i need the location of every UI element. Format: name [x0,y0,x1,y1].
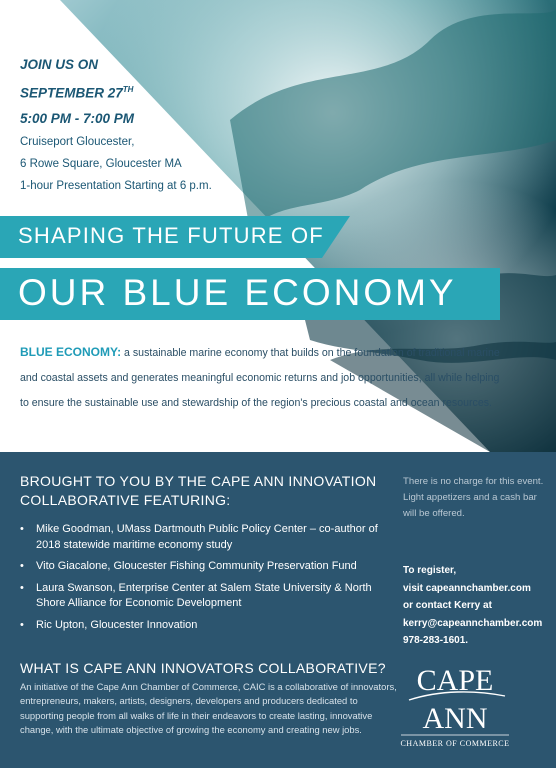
blue-economy-definition [20,340,500,416]
definition-text: a sustainable marine economy that builds on the foundation of traditional marine and coastal assets and generates meaningful economic returns and job opportunities, all while helping to ensure the sustainable use and stewardship of the region's precious coastal and ocean resources. [20,347,500,409]
date-suffix: TH [122,85,134,94]
event-venue: Cruiseport Gloucester, [20,135,135,148]
speaker-item [20,559,390,575]
register-line3: or contact Kerry at [403,600,492,611]
event-presentation: 1-hour Presentation Starting at 6 p.m. [20,179,212,192]
logo-word-ann: ANN [422,702,488,735]
event-address: 6 Rowe Square, Gloucester MA [20,157,182,170]
event-date [20,77,212,106]
brought-by-heading [20,472,390,510]
speaker-text: Mike Goodman, UMass Dartmouth Public Policy Center – co-author of 2018 statewide maritime economy study [36,523,378,551]
brought-by-line1: BROUGHT TO YOU BY THE CAPE ANN INNOVATION [20,473,377,489]
event-date-text: SEPTEMBER 27 [20,85,123,101]
register-website-link[interactable]: visit capeannchamber.com [403,582,531,594]
caic-heading: WHAT IS CAPE ANN INNOVATORS COLLABORATIVE? [20,660,386,676]
register-info [403,562,553,650]
speaker-item [20,522,390,553]
brought-by-line2: COLLABORATIVE FEATURING: [20,492,231,508]
headline-line1: SHAPING THE FUTURE OF [18,223,324,248]
register-email-link[interactable]: kerry@capeannchamber.com [403,617,543,629]
bullet-icon: • [20,618,24,631]
bullet-icon: • [20,560,24,572]
no-charge-note: There is no charge for this event. Light appetizers and a cash bar will be offered. [403,476,544,519]
speaker-text: Vito Giacalone, Gloucester Fishing Community Preservation Fund [36,560,357,572]
speaker-item [20,581,390,612]
definition-term: BLUE ECONOMY: [20,345,122,359]
bullet-icon: • [20,523,24,535]
speaker-text: Ric Upton, Gloucester Innovation [36,618,198,631]
speaker-text: Laura Swanson, Enterprise Center at Salem State University & North Shore Alliance for Economic Development [36,581,372,609]
speaker-item [20,618,390,634]
event-time: 5:00 PM - 7:00 PM [20,110,135,126]
speaker-list [20,522,390,639]
logo-tagline: CHAMBER OF COMMERCE [400,739,510,748]
cape-ann-chamber-logo [395,660,515,752]
join-label: JOIN US ON [20,57,99,72]
logo-word-cape: CAPE [416,664,494,697]
register-line1: To register, [403,565,457,576]
headline-line2: OUR BLUE ECONOMY [18,272,457,313]
caic-description: An initiative of the Cape Ann Chamber of Commerce, CAIC is a collaborative of innovators, entrepreneurs, makers, artists, designers, developers and producers dedicated to supporting people from all walks of life in their endeavors to create lasting, innovative change, with the ultimate objective of growing the economy and creating new jobs. [20,681,397,735]
event-info [20,52,212,197]
bullet-icon: • [20,581,24,594]
register-phone: 978-283-1601. [403,635,469,646]
